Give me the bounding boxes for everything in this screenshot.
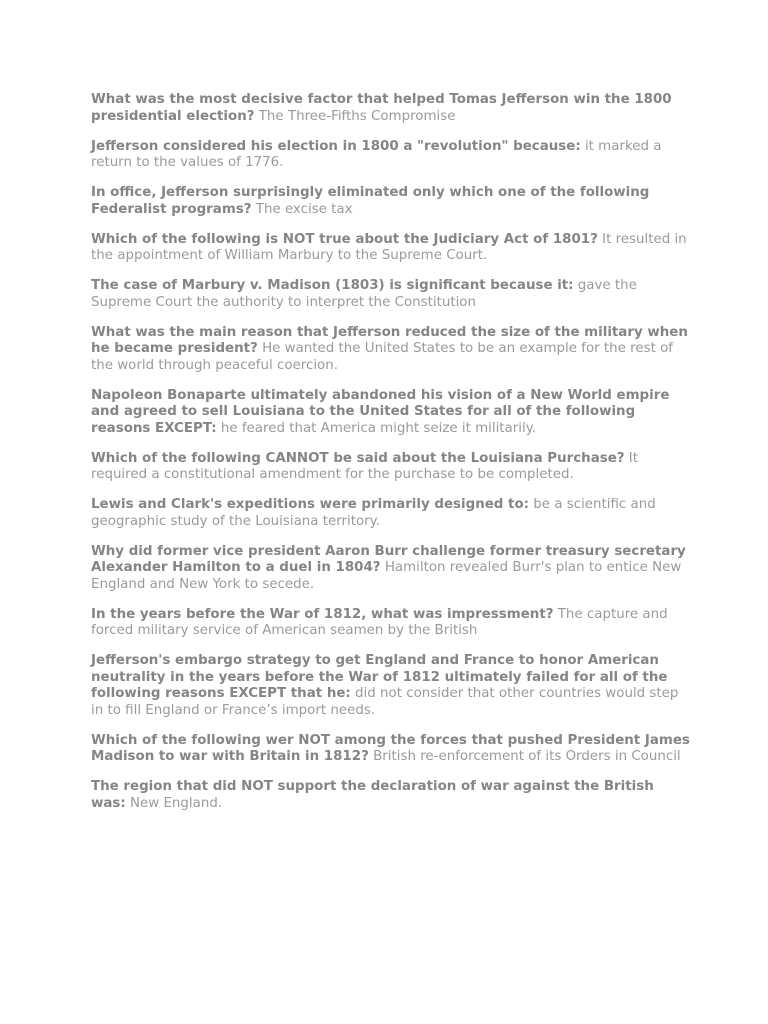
qa-item-7 (91, 388, 691, 438)
question-text: Which of the following is NOT true about the Judiciary Act of 1801? (91, 231, 598, 247)
question-text: Jefferson's embargo strategy to get England and France to honor American neutrality in the years before the War of 1812 ultimately failed for all of the following reasons EXCEPT that he: (91, 653, 668, 701)
answer-text: The Three-Fifths Compromise (254, 108, 456, 124)
question-text: In the years before the War of 1812, what was impressment? (91, 606, 554, 622)
question-text: Jefferson considered his election in 1800 a "revolution" because: (91, 138, 581, 154)
answer-text: It required a constitutional amendment for the purchase to be completed. (91, 450, 639, 482)
answer-text: be a scientific and geographic study of the Louisiana territory. (91, 497, 656, 529)
qa-item-13 (91, 733, 691, 766)
question-text: Napoleon Bonaparte ultimately abandoned his vision of a New World empire and agreed to sell Louisiana to the United States for all of the following reasons EXCEPT: (91, 387, 670, 436)
qa-item-8 (91, 451, 691, 484)
qa-item-6 (91, 325, 691, 375)
document-page (91, 92, 691, 826)
answer-text: he feared that America might seize it militarily. (216, 420, 536, 436)
qa-item-4 (91, 232, 691, 265)
qa-item-9 (91, 497, 691, 530)
question-text: The case of Marbury v. Madison (1803) is significant because it: (91, 278, 574, 293)
question-text: The region that did NOT support the declaration of war against the British was: (91, 779, 654, 811)
answer-text: it marked a return to the values of 1776. (91, 138, 662, 170)
question-text: What was the most decisive factor that helped Tomas Jefferson win the 1800 presidential election? (91, 92, 672, 124)
answer-text: He wanted the United States to be an example for the rest of the world through peaceful coercion. (91, 341, 673, 373)
qa-item-11 (91, 607, 691, 640)
qa-item-10 (91, 544, 691, 594)
qa-item-5 (91, 278, 691, 311)
question-text: What was the main reason that Jefferson reduced the size of the military when he became president? (91, 324, 688, 356)
qa-item-2 (91, 139, 691, 172)
question-text: Why did former vice president Aaron Burr challenge former treasury secretary Alexander Hamilton to a duel in 1804? (91, 543, 686, 575)
qa-item-1 (91, 92, 691, 125)
answer-text: It resulted in the appointment of William Marbury to the Supreme Court. (91, 231, 687, 263)
answer-text: British re-enforcement of its Orders in Council (368, 749, 681, 764)
qa-item-14 (91, 779, 691, 812)
answer-text: New England. (125, 795, 223, 811)
answer-text: Hamilton revealed Burr's plan to entice New England and New York to secede. (91, 560, 682, 592)
answer-text: The excise tax (251, 201, 353, 217)
answer-text: The capture and forced military service of American seamen by the British (91, 606, 668, 638)
question-text: Which of the following CANNOT be said about the Louisiana Purchase? (91, 450, 625, 466)
qa-item-3 (91, 185, 691, 218)
question-text: In office, Jefferson surprisingly eliminated only which one of the following Federalist programs? (91, 185, 650, 217)
question-text: Lewis and Clark's expeditions were primarily designed to: (91, 497, 530, 512)
question-text: Which of the following wer NOT among the forces that pushed President James Madison to war with Britain in 1812? (91, 732, 690, 764)
answer-text: did not consider that other countries would step in to fill England or France’s import needs. (91, 686, 679, 718)
answer-text: gave the Supreme Court the authority to interpret the Constitution (91, 278, 637, 310)
qa-item-12 (91, 653, 691, 719)
